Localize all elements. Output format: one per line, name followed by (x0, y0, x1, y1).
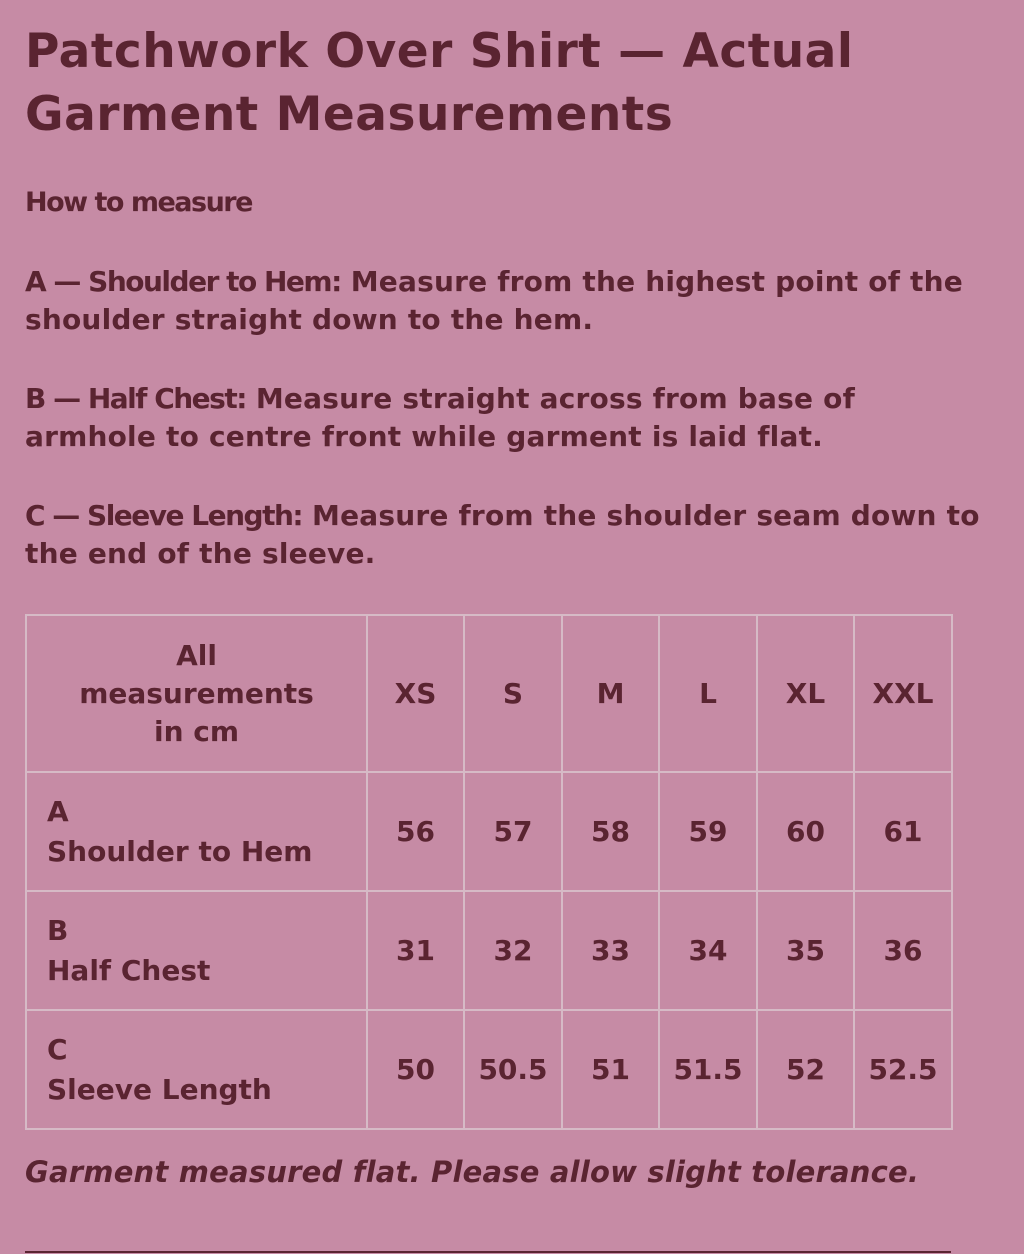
page-title: Patchwork Over Shirt — Actual Garment Measurements (25, 24, 854, 142)
table-row (26, 1010, 952, 1129)
table-row (26, 891, 952, 1010)
size-header: S (464, 615, 562, 772)
instruction-a (25, 263, 985, 339)
table-cell: 61 (854, 772, 952, 891)
table-cell: 50 (367, 1010, 464, 1129)
size-header: XXL (854, 615, 952, 772)
table-cell: 51.5 (659, 1010, 757, 1129)
table-cell: 57 (464, 772, 562, 891)
table-cell: 32 (464, 891, 562, 1010)
table-row (26, 772, 952, 891)
row-letter: C (47, 1032, 68, 1066)
instruction-text: Measure from the shoulder seam down to the end of the sleeve. (25, 499, 980, 570)
table-cell: 33 (562, 891, 659, 1010)
table-cell: 50.5 (464, 1010, 562, 1129)
row-header (26, 1010, 367, 1129)
instruction-b (25, 380, 985, 456)
row-name: Half Chest (47, 953, 211, 987)
how-to-heading: How to measure (25, 187, 252, 218)
instruction-text: Measure from the highest point of the shoulder straight down to the hem. (25, 265, 963, 336)
row-letter: A (47, 794, 69, 828)
size-header: M (562, 615, 659, 772)
corner-header-text: All measurements in cm (79, 638, 314, 748)
corner-header (26, 615, 367, 772)
row-header (26, 891, 367, 1010)
table-cell: 60 (757, 772, 854, 891)
table-cell: 51 (562, 1010, 659, 1129)
row-name: Sleeve Length (47, 1072, 272, 1106)
instruction-text: Measure straight across from base of armhole to centre front while garment is laid flat. (25, 382, 855, 453)
instruction-label: C — Sleeve Length: (25, 499, 303, 532)
table-cell: 52.5 (854, 1010, 952, 1129)
instruction-c (25, 497, 985, 573)
row-header (26, 772, 367, 891)
table-cell: 31 (367, 891, 464, 1010)
size-header: L (659, 615, 757, 772)
size-header: XL (757, 615, 854, 772)
size-header: XS (367, 615, 464, 772)
table-cell: 34 (659, 891, 757, 1010)
measurement-table (25, 614, 953, 1130)
table-cell: 56 (367, 772, 464, 891)
divider (25, 1251, 951, 1253)
table-cell: 36 (854, 891, 952, 1010)
table-cell: 52 (757, 1010, 854, 1129)
table-cell: 59 (659, 772, 757, 891)
row-letter: B (47, 913, 69, 947)
table-header-row (26, 615, 952, 772)
table-cell: 58 (562, 772, 659, 891)
instruction-label: B — Half Chest: (25, 382, 246, 415)
row-name: Shoulder to Hem (47, 834, 313, 868)
instruction-label: A — Shoulder to Hem: (25, 265, 341, 298)
footnote: Garment measured flat. Please allow slight tolerance. (25, 1155, 920, 1189)
table-cell: 35 (757, 891, 854, 1010)
